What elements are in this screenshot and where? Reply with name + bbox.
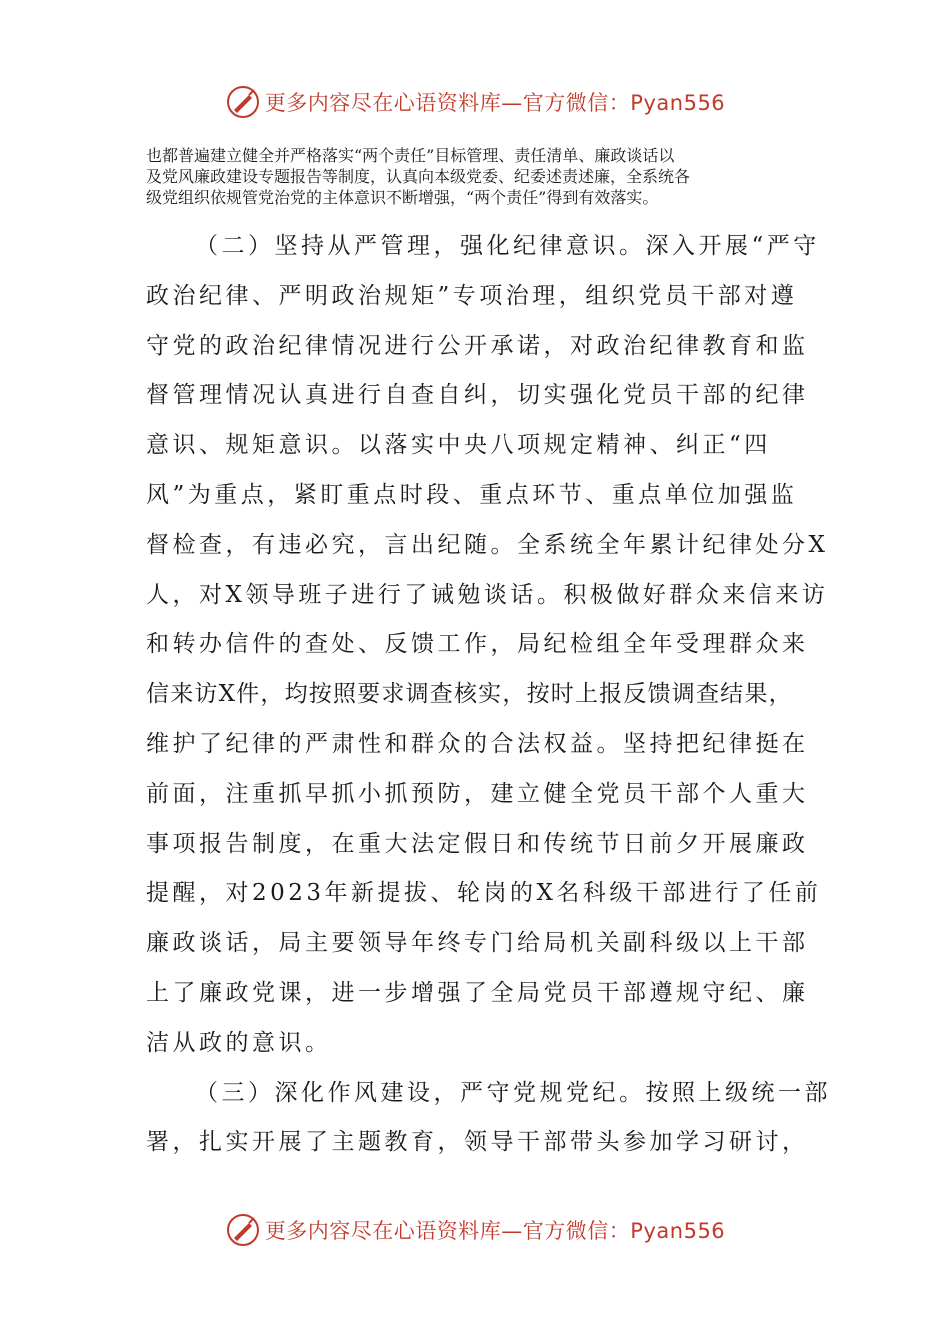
section-heading-three: （三）深化作风建设，严守党规党纪。按照上级统一部 (195, 1079, 831, 1106)
intro-paragraph (146, 145, 836, 208)
body-line: 和转办信件的查处、反馈工作，局纪检组全年受理群众来 (146, 631, 809, 658)
body-line: 廉政谈话，局主要领导年终专门给局机关副科级以上干部 (146, 930, 809, 957)
body-line: 风”为重点，紧盯重点时段、重点环节、重点单位加强监 (146, 481, 798, 508)
intro-line: 级党组织依规管党治党的主体意识不断增强，“两个责任”得到有效落实。 (146, 188, 659, 207)
header-banner-text: 更多内容尽在心语资料库—官方微信：Pyan556 (264, 91, 726, 115)
body-line: 事项报告制度，在重大法定假日和传统节日前夕开展廉政 (146, 830, 809, 857)
body-line: 督管理情况认真进行自查自纠，切实强化党员干部的纪律 (146, 382, 809, 409)
body-line: 前面，注重抓早抓小抓预防，建立健全党员干部个人重大 (146, 780, 809, 807)
body-line: 洁从政的意识。 (146, 1029, 332, 1056)
body-line: 提醒，对2023年新提拔、轮岗的X名科级干部进行了任前 (146, 880, 822, 907)
body-line: 维护了纪律的严肃性和群众的合法权益。坚持把纪律挺在 (146, 730, 809, 757)
body-line: 意识、规矩意识。以落实中央八项规定精神、纠正“四 (146, 432, 771, 459)
body-line: 上了廉政党课，进一步增强了全局党员干部遵规守纪、廉 (146, 979, 809, 1006)
body-line: 署，扎实开展了主题教育，领导干部带头参加学习研讨， (146, 1129, 809, 1156)
intro-line: 也都普遍建立健全并严格落实“两个责任”目标管理、责任清单、廉政谈话以 (146, 146, 675, 165)
body-text (146, 222, 836, 1168)
section-heading-two: （二）坚持从严管理，强化纪律意识。深入开展“严守 (195, 233, 820, 259)
footer-banner (0, 1210, 950, 1250)
body-line: 守党的政治纪律情况进行公开承诺，对政治纪律教育和监 (146, 332, 809, 359)
body-line: 信来访X件，均按照要求调查核实，按时上报反馈调查结果， (146, 681, 793, 708)
header-banner (0, 82, 950, 122)
body-line: 督检查，有违必究，言出纪随。全系统全年累计纪律处分X (146, 531, 829, 558)
body-line: 政治纪律、严明政治规矩”专项治理，组织党员干部对遵 (146, 282, 798, 309)
intro-line: 及党风廉政建设专题报告等制度，认真向本级党委、纪委述责述廉，全系统各 (146, 167, 691, 186)
pen-logo-icon (225, 1212, 261, 1248)
body-line: 人，对X领导班子进行了诫勉谈话。积极做好群众来信来访 (146, 581, 829, 608)
footer-banner-text: 更多内容尽在心语资料库—官方微信：Pyan556 (264, 1219, 726, 1243)
pen-logo-icon (225, 84, 261, 120)
